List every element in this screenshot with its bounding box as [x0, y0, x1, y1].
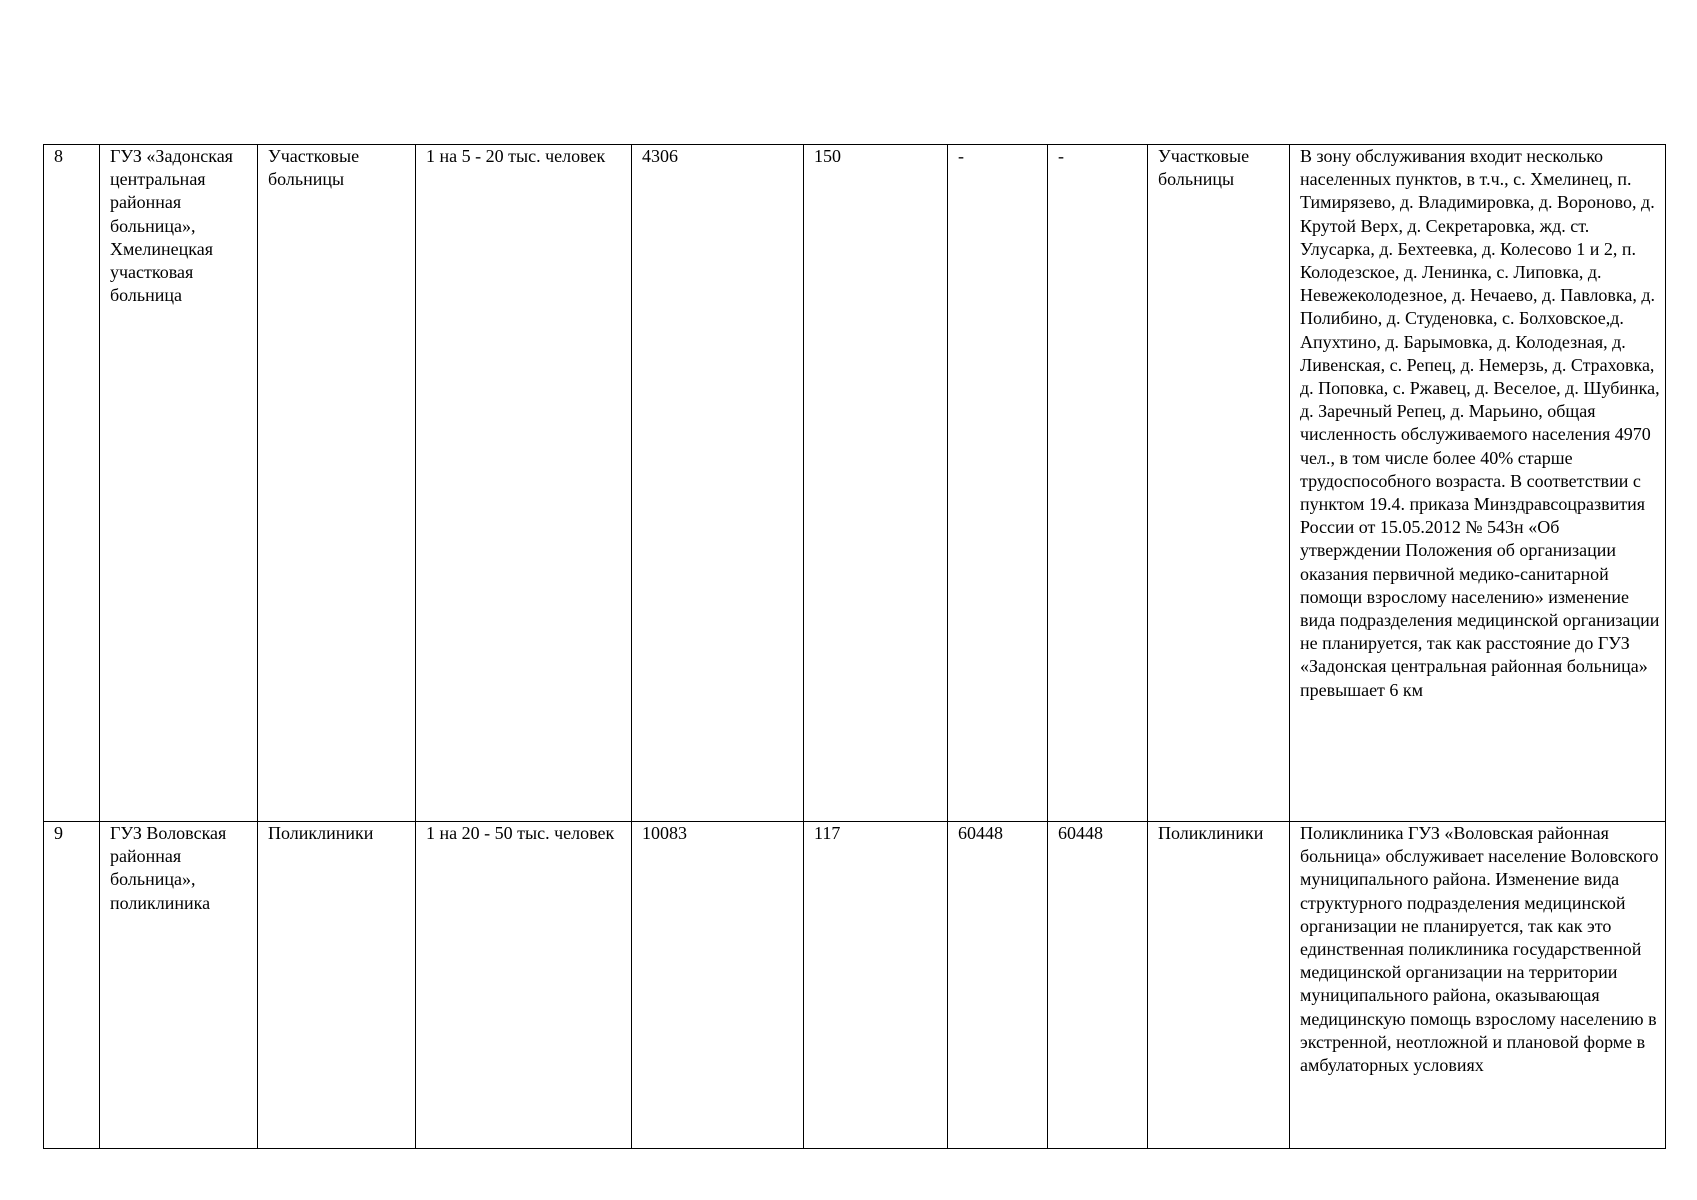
unit-type-cell: Поликлиники	[258, 822, 416, 1149]
data-table	[43, 144, 1666, 1149]
value-cell: 10083	[632, 822, 804, 1149]
comment-cell: Поликлиника ГУЗ «Воловская районная больница» обслуживает население Воловского муниципального района. Изменение вида структурного подразделения медицинской организации не планируется, так как это единственная поликлиника государственной медицинской организации на территории муниципального района, оказывающая медицинскую помощь взрослому населению в экстренной, неотложной и плановой форме в амбулаторных условиях	[1290, 822, 1666, 1149]
unit-type-cell: Участковые больницы	[258, 145, 416, 822]
norm-cell: 1 на 20 - 50 тыс. человек	[416, 822, 632, 1149]
organization-cell: ГУЗ Воловская районная больница», поликлиника	[100, 822, 258, 1149]
row-number-cell: 9	[44, 822, 100, 1149]
value-cell: 150	[804, 145, 948, 822]
row-number-cell: 8	[44, 145, 100, 822]
table-row	[44, 145, 1666, 822]
planned-type-cell: Поликлиники	[1148, 822, 1290, 1149]
value-cell: 4306	[632, 145, 804, 822]
value-cell: 60448	[1048, 822, 1148, 1149]
value-cell: -	[948, 145, 1048, 822]
comment-cell: В зону обслуживания входит несколько населенных пунктов, в т.ч., с. Хмелинец, п. Тимирязево, д. Владимировка, д. Вороново, д. Крутой Верх, д. Секретаровка, жд. ст. Улусарка, д. Бехтеевка, д. Колесово 1 и 2, п. Колодезское, д. Ленинка, с. Липовка, д. Невежеколодезное, д. Нечаево, д. Павловка, д. Полибино, д. Студеновка, с. Болховское,д. Апухтино, д. Барымовка, д. Колодезная, д. Ливенская, с. Репец, д. Немерзь, д. Страховка, д. Поповка, с. Ржавец, д. Веселое, д. Шубинка, д. Заречный Репец, д. Марьино, общая численность обслуживаемого населения 4970 чел., в том числе более 40% старше трудоспособного возраста. В соответствии с пунктом 19.4. приказа Минздравсоцразвития России от 15.05.2012 № 543н «Об утверждении Положения об организации оказания первичной медико-санитарной помощи взрослому населению» изменение вида подразделения медицинской организации не планируется, так как расстояние до ГУЗ «Задонская центральная районная больница» превышает 6 км	[1290, 145, 1666, 822]
value-cell: 60448	[948, 822, 1048, 1149]
table-row	[44, 822, 1666, 1149]
norm-cell: 1 на 5 - 20 тыс. человек	[416, 145, 632, 822]
planned-type-cell: Участковые больницы	[1148, 145, 1290, 822]
organization-cell: ГУЗ «Задонская центральная районная больница», Хмелинецкая участковая больница	[100, 145, 258, 822]
value-cell: -	[1048, 145, 1148, 822]
value-cell: 117	[804, 822, 948, 1149]
